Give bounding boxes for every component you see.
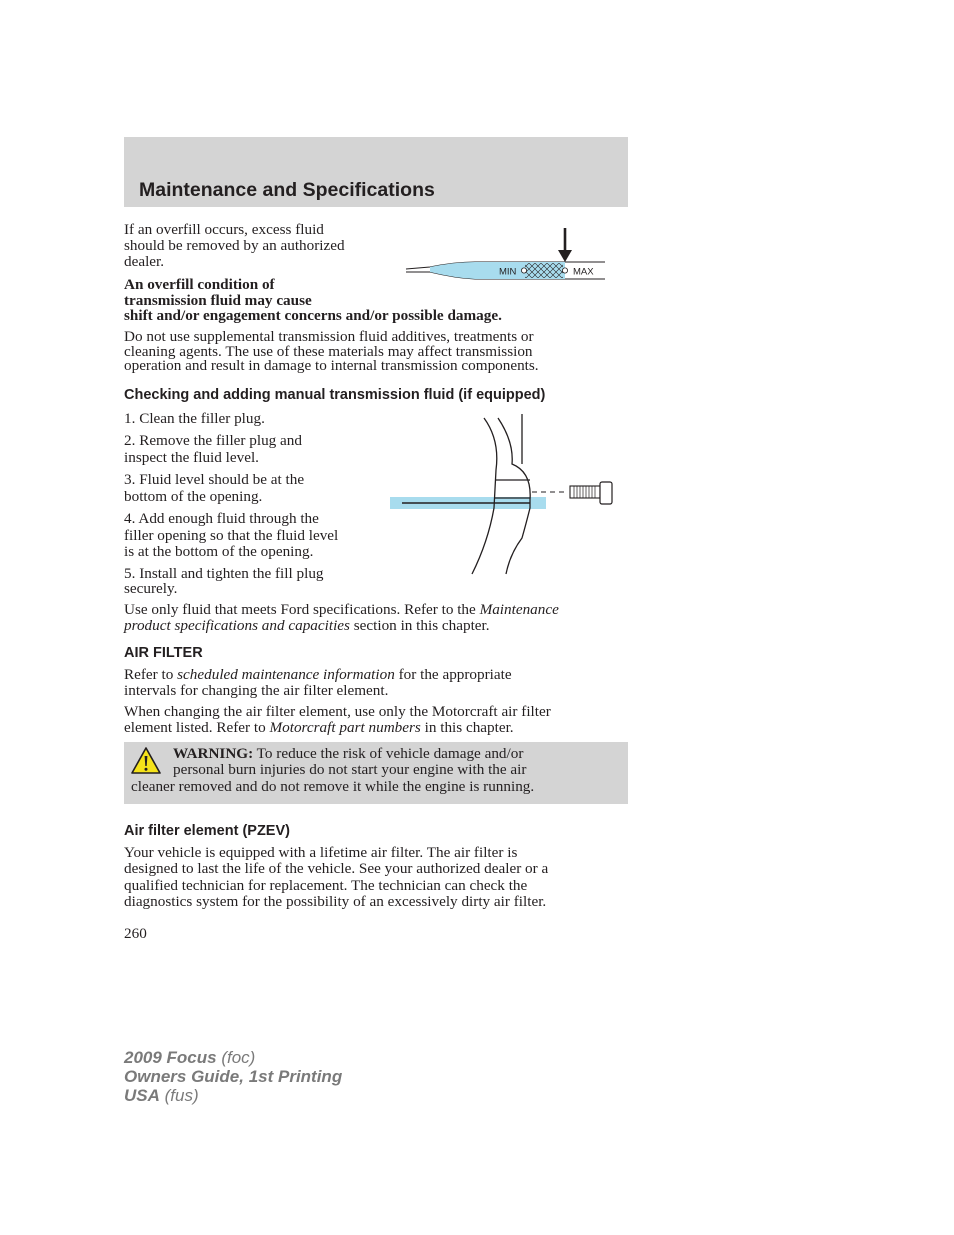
edition-footer (124, 1048, 342, 1105)
filler-plug-bolt (570, 482, 612, 504)
case-inner-wall (498, 418, 530, 574)
step-1 (124, 411, 265, 427)
text-span: section in this chapter. (349, 616, 490, 634)
crosshatch-zone (525, 263, 563, 278)
text-span: Refer to (124, 666, 178, 683)
air-filter-paragraph-2 (124, 704, 551, 735)
text-line: intervals for changing the air filter element. (124, 681, 389, 699)
additives-paragraph (124, 330, 539, 374)
warning-text-bottom: cleaner removed and do not remove it while the engine is running. (131, 778, 535, 795)
text-line (124, 602, 559, 618)
text-line: qualified technician for replacement. The technician can check the (124, 876, 528, 894)
text-line: cleaning agents. The use of these materials may affect transmission (124, 342, 533, 360)
text-line: shift and/or engagement concerns and/or possible damage. (124, 307, 502, 325)
text-line: 3. Fluid level should be at the (124, 471, 305, 488)
text-line: bottom of the opening. (124, 487, 263, 505)
step-4 (124, 511, 338, 561)
text-span: (fus) (159, 1086, 199, 1105)
text-line: designed to last the life of the vehicle. See your authorized dealer or a (124, 860, 549, 878)
air-filter-heading: AIR FILTER (124, 645, 203, 661)
text-span: Use only fluid that meets Ford specifications. Refer to the (124, 601, 480, 618)
max-label: MAX (573, 266, 594, 278)
text-span: (foc) (216, 1048, 256, 1067)
text-line (124, 667, 512, 683)
page-number: 260 (124, 925, 147, 942)
step-2 (124, 433, 302, 466)
text-span: for the appropriate (394, 666, 512, 683)
text-line: filler opening so that the fluid level (124, 526, 339, 544)
pzev-paragraph (124, 845, 548, 911)
text-line: transmission fluid may cause (124, 291, 312, 309)
text-line: 5. Install and tighten the fill plug (124, 565, 324, 582)
warning-label: WARNING: (173, 745, 254, 762)
text-line: An overfill condition of (124, 276, 275, 293)
text-line: inspect the fluid level. (124, 448, 259, 466)
text-line: dealer. (124, 253, 165, 271)
text-line: personal burn injuries do not start your engine with the air (173, 761, 527, 779)
text-line: is at the bottom of the opening. (124, 543, 314, 561)
text-span: USA (124, 1086, 160, 1105)
max-mark (562, 268, 567, 273)
text-span: element listed. Refer to (124, 718, 270, 736)
text-span: in this chapter. (420, 718, 514, 736)
text-line: securely. (124, 580, 178, 598)
min-label: MIN (499, 266, 517, 278)
footer-line (124, 1048, 342, 1067)
ford-spec-paragraph (124, 602, 559, 633)
case-outer-wall (472, 418, 497, 574)
text-line (173, 746, 526, 762)
text-line: Do not use supplemental transmission fluid additives, treatments or (124, 328, 534, 345)
overfill-paragraph (124, 222, 345, 271)
text-line (124, 720, 551, 736)
air-filter-paragraph-1 (124, 667, 512, 698)
cross-reference: product specifications and capacities (124, 616, 350, 634)
text-span: To reduce the risk of vehicle damage and/or (253, 745, 524, 762)
pzev-heading: Air filter element (PZEV) (124, 823, 290, 839)
min-mark (521, 268, 526, 273)
dipstick-illustration (400, 224, 612, 286)
warning-triangle-icon (130, 746, 162, 776)
step-5 (124, 566, 324, 597)
text-line: operation and result in damage to internal transmission components. (124, 357, 539, 375)
text-line: 4. Add enough fluid through the (124, 510, 319, 527)
text-line: If an overfill occurs, excess fluid (124, 221, 324, 238)
text-line: should be removed by an authorized (124, 237, 345, 255)
cross-reference: Motorcraft part numbers (269, 718, 421, 736)
cross-reference: scheduled maintenance information (177, 666, 395, 683)
footer-line (124, 1086, 342, 1105)
text-line: Your vehicle is equipped with a lifetime air filter. The air filter is (124, 844, 518, 861)
step-3 (124, 472, 304, 505)
warning-text-top (173, 746, 526, 779)
arrow-down-icon (558, 250, 572, 262)
text-line: 1. Clean the filler plug. (124, 410, 265, 427)
text-span: 2009 Focus (124, 1048, 217, 1067)
cross-reference: Maintenance (479, 601, 559, 618)
page-title: Maintenance and Specifications (139, 179, 435, 201)
text-line: diagnostics system for the possibility of an excessively dirty air filter. (124, 893, 547, 911)
text-line: When changing the air filter element, use only the Motorcraft air filter (124, 703, 551, 720)
text-line: 2. Remove the filler plug and (124, 432, 302, 449)
filler-plug-illustration (386, 412, 618, 578)
footer-line: Owners Guide, 1st Printing (124, 1067, 343, 1086)
text-line (124, 618, 559, 634)
manual-transmission-heading: Checking and adding manual transmission fluid (if equipped) (124, 387, 546, 403)
